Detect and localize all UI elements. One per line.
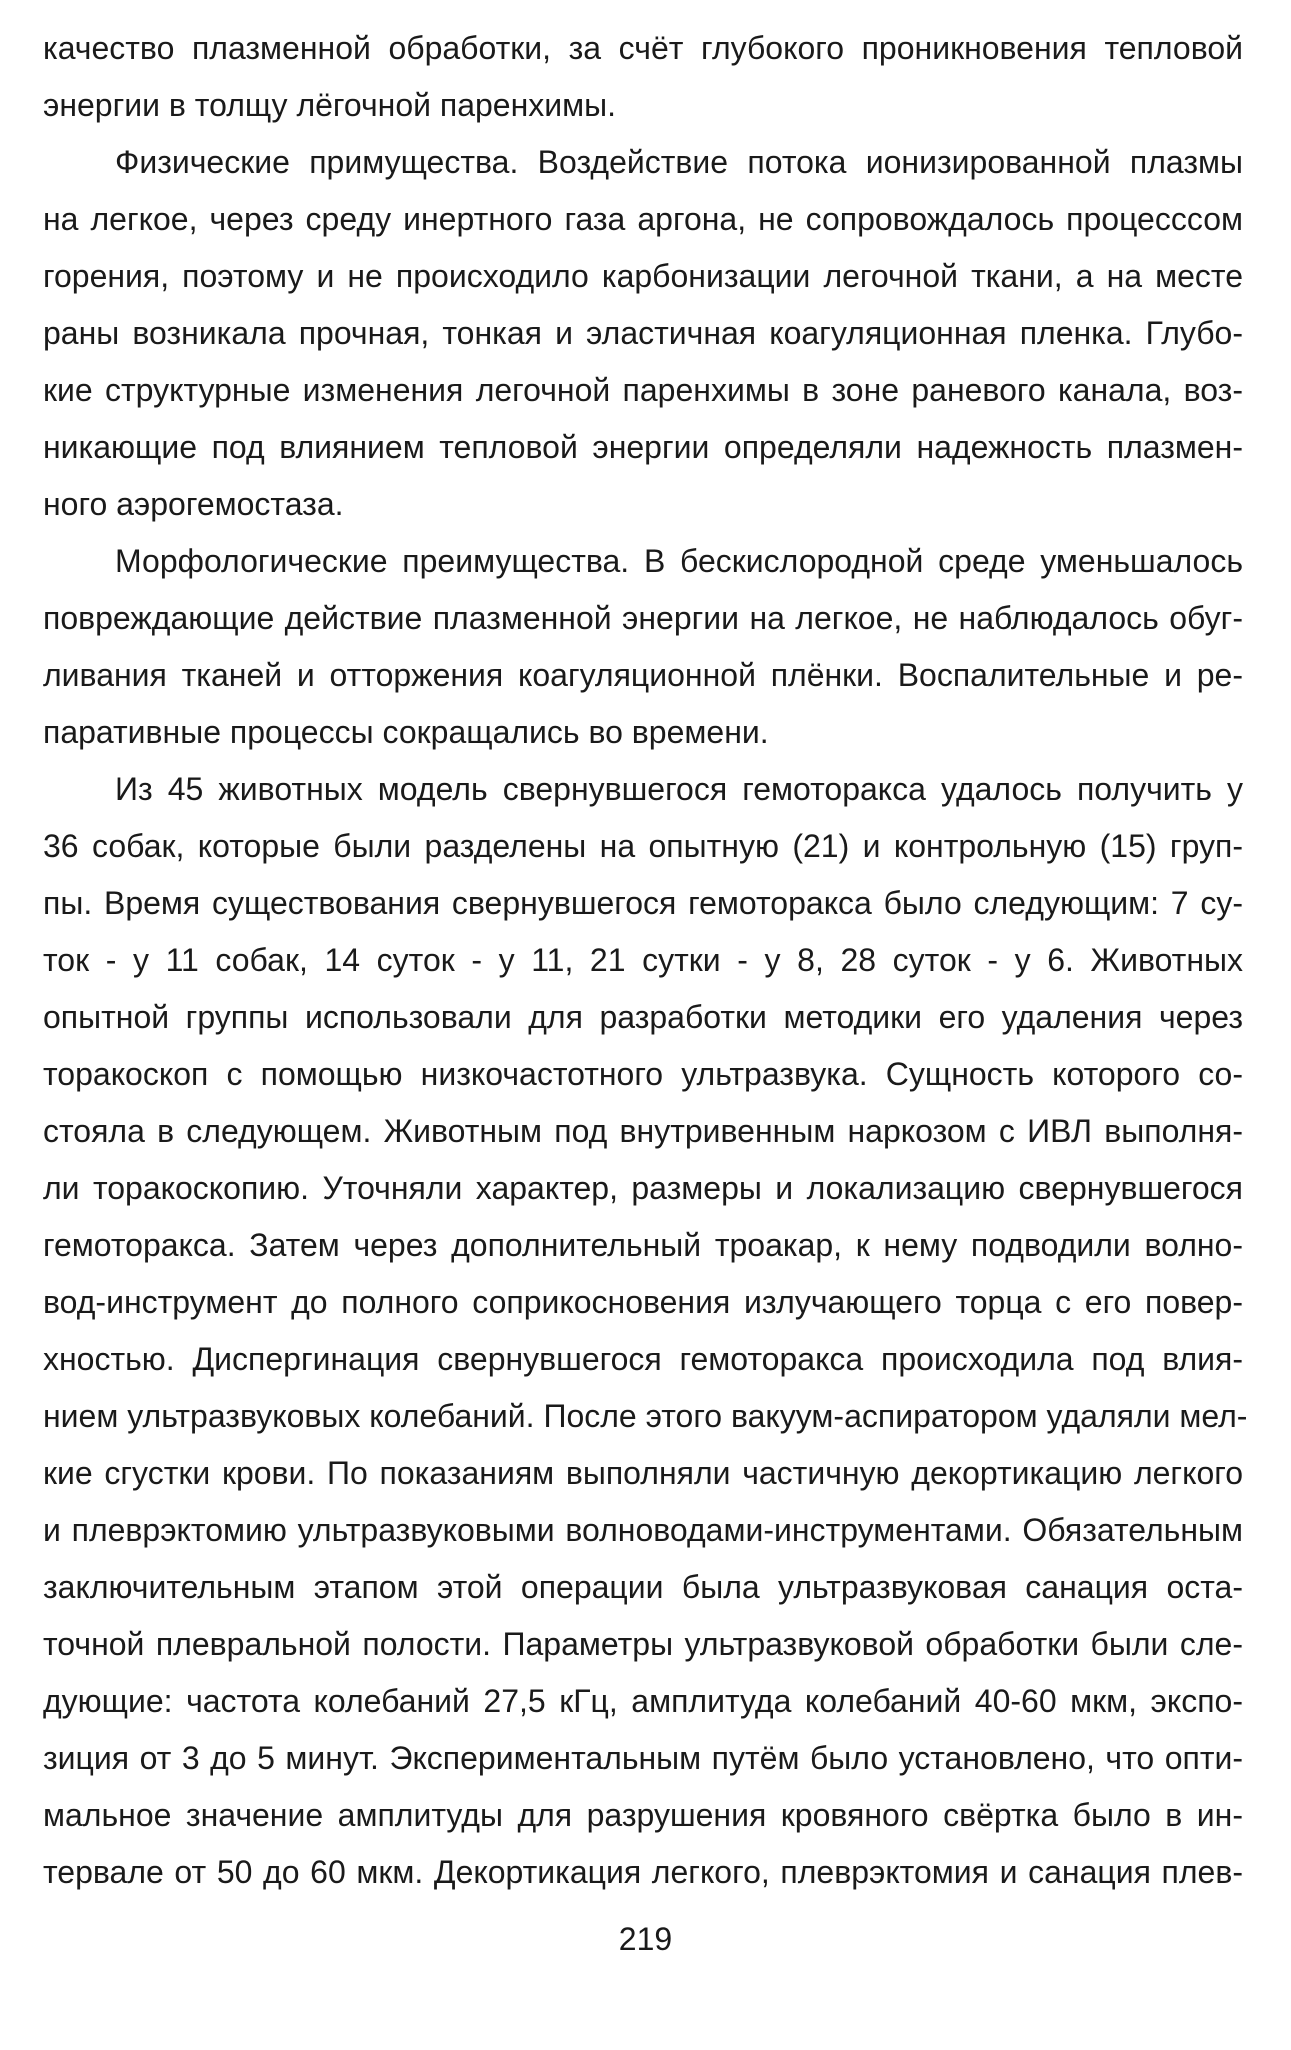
text-line: ли торакоскопию. Уточняли характер, размеры и локализацию свернувшегося: [43, 1170, 1243, 1206]
text-line: на легкое, через среду инертного газа аргона, не сопровождалось процесссом: [43, 201, 1243, 237]
text-line: пы. Время существования свернувшегося гемоторакса было следующим: 7 су-: [43, 885, 1243, 921]
text-line: горения, поэтому и не происходило карбонизации легочной ткани, а на месте: [43, 258, 1243, 294]
text-line: энергии в толщу лёгочной паренхимы.: [43, 87, 617, 123]
text-line: зиция от 3 до 5 минут. Экспериментальным путём было установлено, что опти-: [43, 1740, 1243, 1776]
text-line: и плеврэктомию ультразвуковыми волноводами-инструментами. Обязательным: [43, 1512, 1243, 1548]
text-line: ного аэрогемостаза.: [43, 486, 344, 522]
text-line: стояла в следующем. Животным под внутривенным наркозом с ИВЛ выполня-: [43, 1113, 1243, 1149]
text-line: торакоскоп с помощью низкочастотного ультразвука. Сущность которого со-: [43, 1056, 1243, 1092]
text-line: кие сгустки крови. По показаниям выполняли частичную декортикацию легкого: [43, 1455, 1243, 1491]
text-line: заключительным этапом этой операции была ультразвуковая санация оста-: [43, 1569, 1243, 1605]
body-text: [43, 20, 1248, 1901]
text-line: Морфологические преимущества. В бескислородной среде уменьшалось: [115, 543, 1243, 579]
text-line: 36 собак, которые были разделены на опытную (21) и контрольную (15) груп-: [43, 828, 1243, 864]
text-line: ливания тканей и отторжения коагуляционной плёнки. Воспалительные и ре-: [43, 657, 1243, 693]
text-line: гемоторакса. Затем через дополнительный троакар, к нему подводили волно-: [43, 1227, 1243, 1263]
page-number: 219: [618, 1921, 673, 1957]
text-line: вод-инструмент до полного соприкосновения излучающего торца с его повер-: [43, 1284, 1243, 1320]
text-line: дующие: частота колебаний 27,5 кГц, амплитуда колебаний 40-60 мкм, экспо-: [43, 1683, 1243, 1719]
text-line: хностью. Диспергинация свернувшегося гемоторакса происходила под влия-: [43, 1341, 1243, 1377]
text-line: точной плевральной полости. Параметры ультразвуковой обработки были сле-: [43, 1626, 1243, 1662]
text-line: качество плазменной обработки, за счёт глубокого проникновения тепловой: [43, 30, 1243, 66]
paragraph: [43, 134, 1243, 533]
text-line: кие структурные изменения легочной паренхимы в зоне раневого канала, воз-: [43, 372, 1243, 408]
text-line: паративные процессы сокращались во времени.: [43, 714, 769, 750]
text-line: нием ультразвуковых колебаний. После этого вакуум-аспиратором удаляли мел-: [43, 1398, 1248, 1434]
paragraph: [43, 761, 1248, 1901]
text-line: опытной группы использовали для разработки методики его удаления через: [43, 999, 1243, 1035]
paragraph: [43, 533, 1243, 761]
text-line: Из 45 животных модель свернувшегося гемоторакса удалось получить у: [115, 771, 1243, 807]
text-line: тервале от 50 до 60 мкм. Декортикация легкого, плеврэктомия и санация плев-: [43, 1854, 1243, 1890]
text-line: никающие под влиянием тепловой энергии определяли надежность плазмен-: [43, 429, 1243, 465]
text-line: раны возникала прочная, тонкая и эластичная коагуляционная пленка. Глубо-: [43, 315, 1243, 351]
paragraph: [43, 20, 1243, 134]
text-line: Физические примущества. Воздействие потока ионизированной плазмы: [115, 144, 1243, 180]
text-line: ток - у 11 собак, 14 суток - у 11, 21 сутки - у 8, 28 суток - у 6. Животных: [43, 942, 1243, 978]
text-line: повреждающие действие плазменной энергии на легкое, не наблюдалось обуг-: [43, 600, 1243, 636]
text-line: мальное значение амплитуды для разрушения кровяного свёртка было в ин-: [43, 1797, 1243, 1833]
